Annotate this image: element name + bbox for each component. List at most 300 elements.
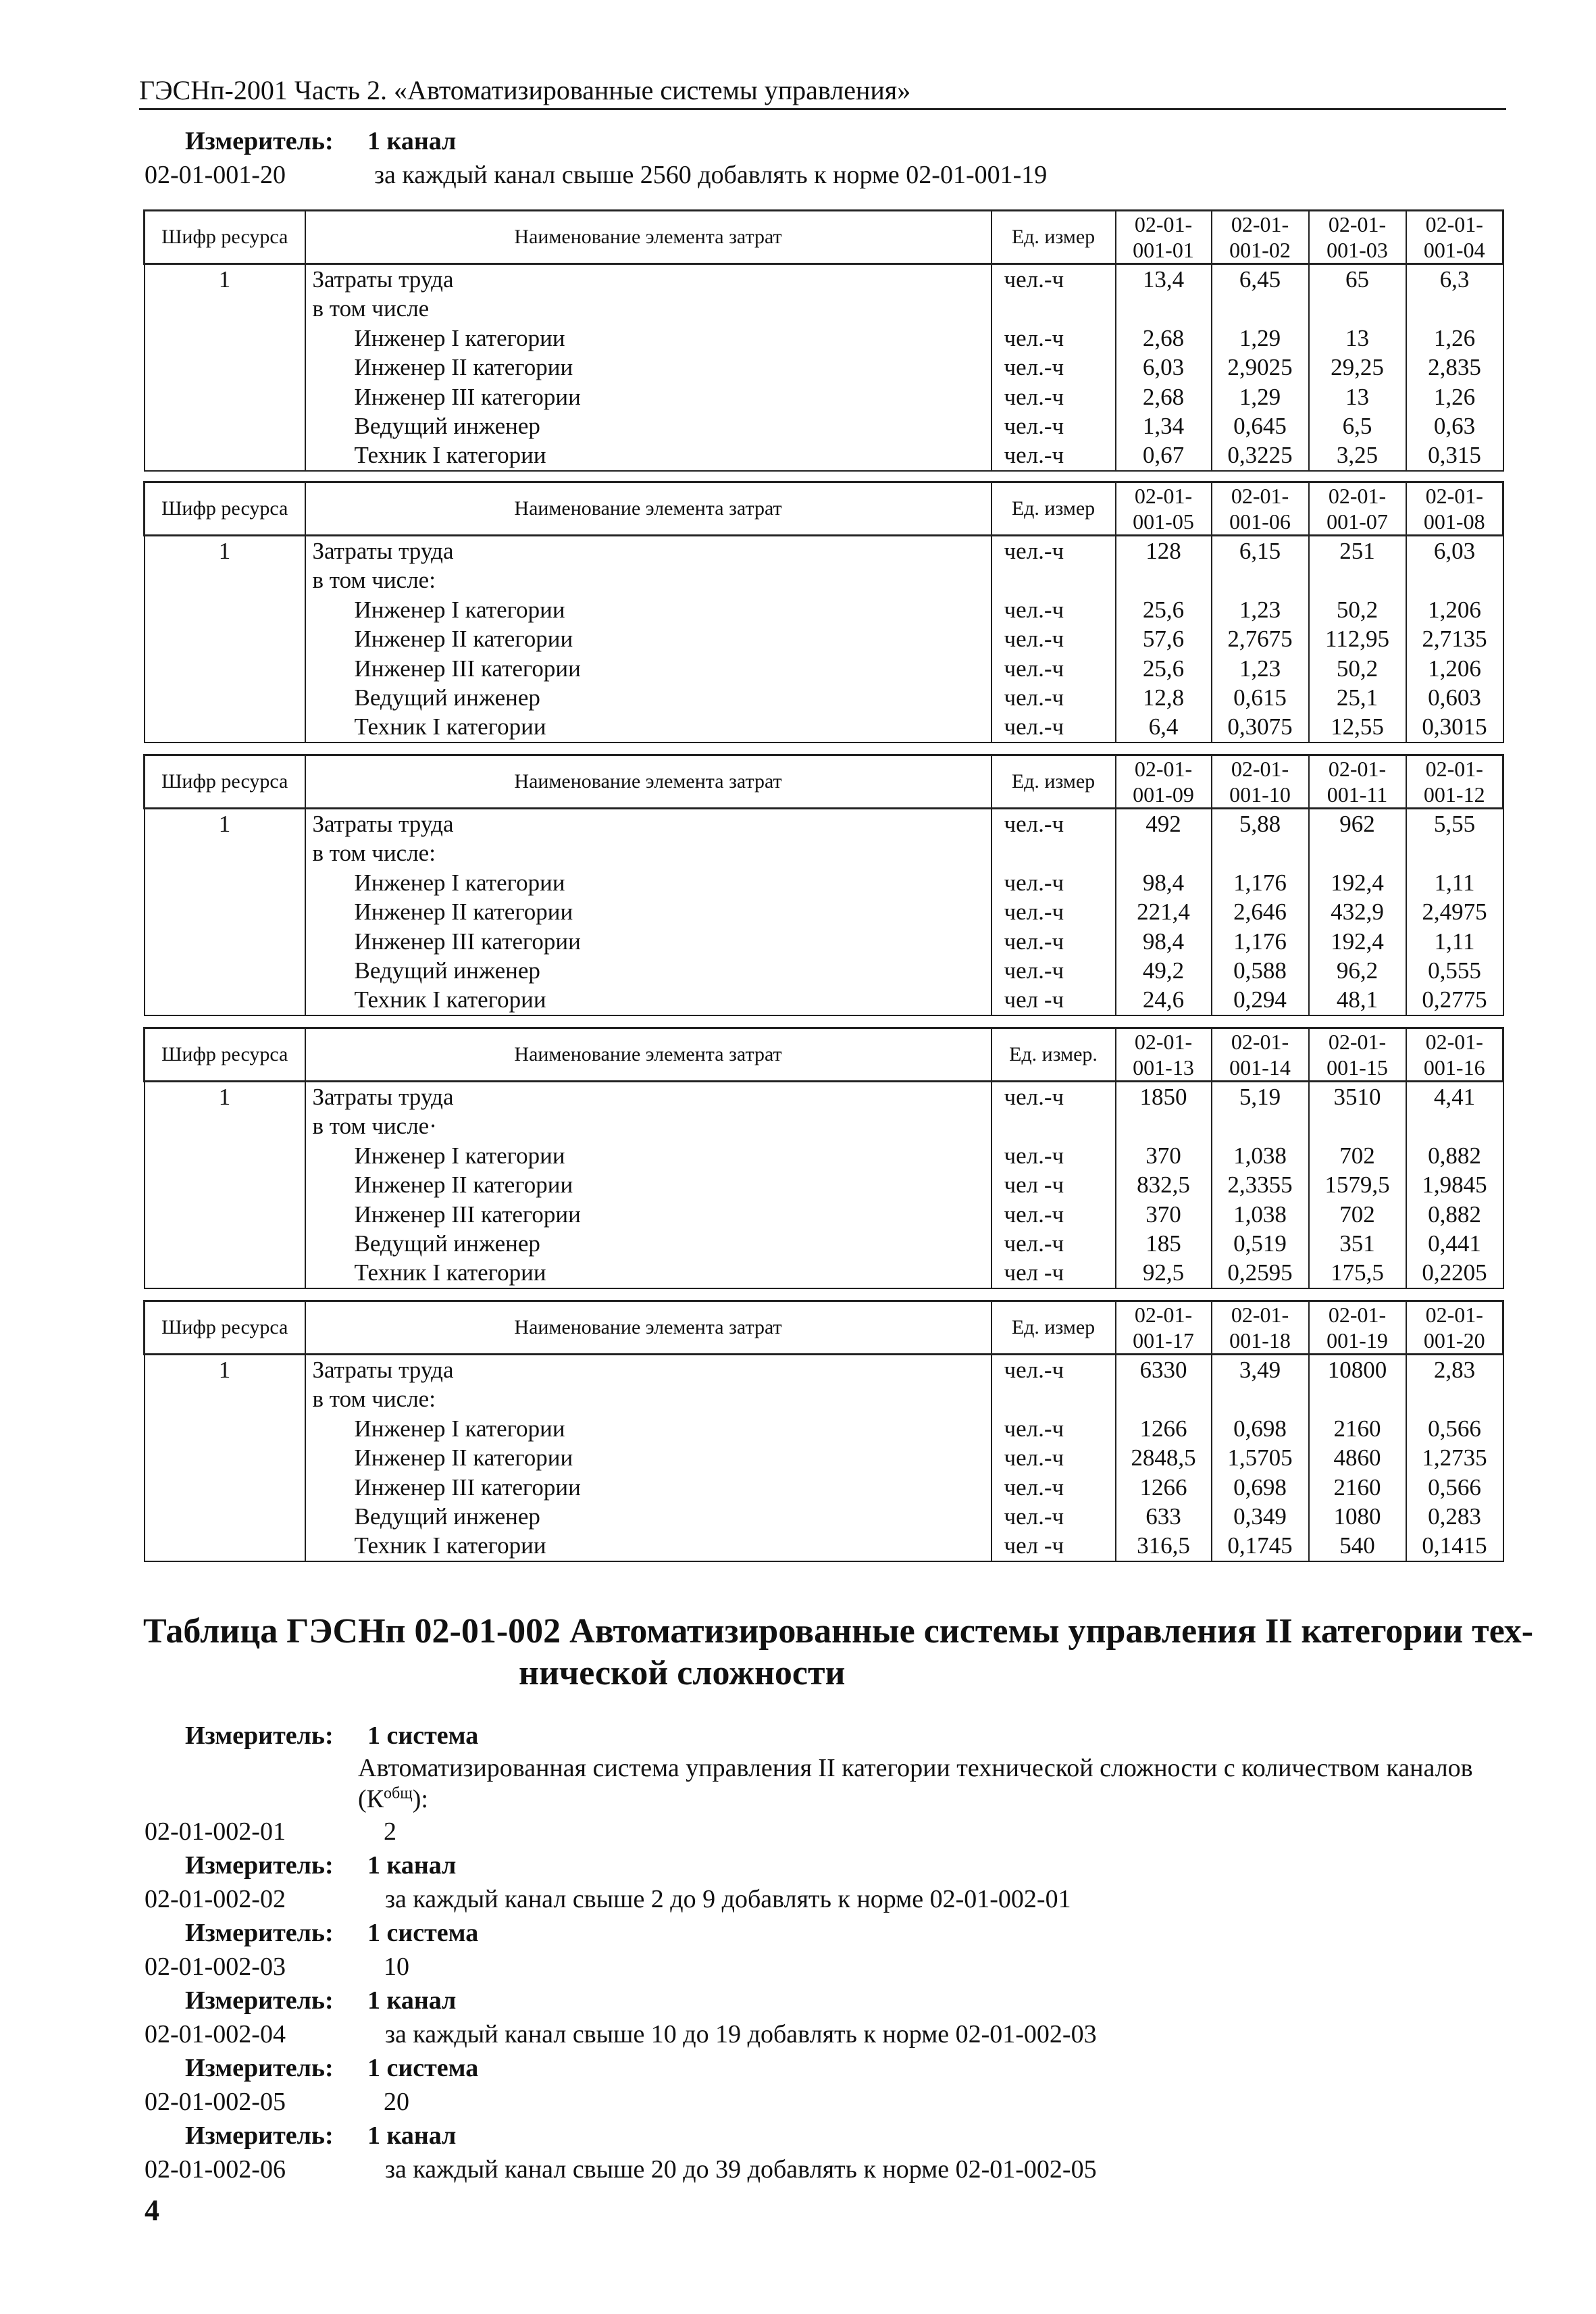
resource-table <box>143 754 1504 1016</box>
resource-code: 1 <box>218 811 231 837</box>
header-norm-code: 02-01- 001-08 <box>1406 482 1503 536</box>
value: 832,5 <box>1137 1172 1190 1199</box>
value: 29,25 <box>1331 354 1384 381</box>
value: 112,95 <box>1325 626 1389 653</box>
header-norm-code: 02-01- 001-10 <box>1212 755 1309 809</box>
value: 351 <box>1339 1230 1375 1257</box>
norm-text: 20 <box>384 2088 409 2116</box>
norm-text: за каждый канал свыше 10 до 19 добавлять к норме 02-01-002-03 <box>385 2020 1097 2048</box>
system-description <box>145 1753 1502 1815</box>
value: 98,4 <box>1142 928 1185 955</box>
value: 48,1 <box>1336 986 1379 1013</box>
element-name: Техник I категории <box>354 986 546 1013</box>
value <box>1116 565 1211 595</box>
value: 0,2775 <box>1422 986 1487 1013</box>
norm-line <box>145 1815 1502 1848</box>
element-name: Ведущий инженер <box>354 957 540 984</box>
value-cell <box>1116 264 1212 471</box>
value: 2,835 <box>1428 354 1481 381</box>
unit <box>1004 838 1115 867</box>
unit: чел.-ч <box>1004 957 1064 984</box>
value-cell <box>1212 264 1309 471</box>
norm-line <box>145 2085 1502 2119</box>
norm-text: за каждый канал свыше 20 до 39 добавлять к норме 02-01-002-05 <box>385 2155 1097 2184</box>
value: 0,2205 <box>1422 1259 1487 1286</box>
value: 540 <box>1339 1532 1375 1559</box>
unit: чел.-ч <box>1004 383 1064 410</box>
measurer-value: 1 система <box>367 1721 479 1750</box>
value: 0,555 <box>1428 957 1481 984</box>
element-name: в том числе: <box>312 840 436 867</box>
value: 1,5705 <box>1227 1444 1293 1472</box>
value <box>1212 1111 1308 1140</box>
value: 50,2 <box>1336 655 1379 682</box>
header-norm-code: 02-01- 001-07 <box>1309 482 1406 536</box>
element-name-cell <box>305 264 992 471</box>
norm-line <box>145 158 1495 192</box>
value: 0,519 <box>1233 1230 1287 1257</box>
norm-code: 02-01-002-05 <box>145 2088 286 2116</box>
unit: чел.-ч <box>1004 899 1064 926</box>
unit <box>1004 1111 1115 1140</box>
value: 0,698 <box>1233 1415 1287 1442</box>
element-name: Инженер I категории <box>354 596 565 623</box>
table-row <box>145 1355 1503 1561</box>
value: 0,67 <box>1142 442 1185 469</box>
unit: чел.-ч <box>1004 1201 1064 1228</box>
value: 1080 <box>1333 1503 1381 1530</box>
measurer-line <box>145 2051 1502 2085</box>
page-number: 4 <box>145 2194 159 2227</box>
value: 1,9845 <box>1422 1172 1487 1199</box>
element-name: Затраты труда <box>312 1357 454 1383</box>
value: 0,882 <box>1428 1142 1481 1169</box>
value <box>1212 1384 1308 1413</box>
resource-code: 1 <box>218 266 231 293</box>
value: 962 <box>1339 811 1375 837</box>
resource-code: 1 <box>218 538 231 564</box>
value: 2,3355 <box>1227 1172 1293 1199</box>
value: 221,4 <box>1137 899 1190 926</box>
value: 5,88 <box>1239 811 1281 837</box>
resource-table <box>143 1027 1504 1289</box>
element-name: Затраты труда <box>312 1084 454 1110</box>
value: 4,41 <box>1433 1084 1476 1110</box>
measurer-value: 1 система <box>367 2054 479 2082</box>
value: 25,1 <box>1336 684 1379 711</box>
element-name: Ведущий инженер <box>354 684 540 711</box>
norm-text: за каждый канал свыше 2 до 9 добавлять к норме 02-01-002-01 <box>385 1885 1071 1913</box>
value: 25,6 <box>1142 596 1185 623</box>
value: 0,3225 <box>1227 442 1293 469</box>
element-name: Техник I категории <box>354 1259 546 1286</box>
value <box>1310 565 1406 595</box>
value: 1,29 <box>1239 324 1281 351</box>
element-name: в том числе: <box>312 1386 436 1413</box>
element-name: Инженер III категории <box>354 1201 581 1228</box>
value-cell <box>1116 1355 1212 1561</box>
unit <box>1004 565 1115 595</box>
value: 0,1745 <box>1227 1532 1293 1559</box>
table-row <box>145 809 1503 1015</box>
element-name: Инженер III категории <box>354 1474 581 1501</box>
element-name: Затраты труда <box>312 811 454 837</box>
element-name: Техник I категории <box>354 713 546 740</box>
value: 65 <box>1345 266 1369 293</box>
unit: чел.-ч <box>1004 1415 1064 1442</box>
value: 50,2 <box>1336 596 1379 623</box>
value: 0,349 <box>1233 1503 1287 1530</box>
value: 6330 <box>1139 1357 1187 1383</box>
value: 49,2 <box>1142 957 1185 984</box>
norm-entries <box>145 1815 1502 2186</box>
element-name-cell <box>305 1355 992 1561</box>
header-element-name: Наименование элемента затрат <box>305 211 992 264</box>
measurer-value: 1 система <box>367 1919 479 1947</box>
value: 3510 <box>1333 1084 1381 1110</box>
header-resource-code: Шифр ресурса <box>145 482 305 536</box>
element-name: Инженер III категории <box>354 383 581 410</box>
value: 0,615 <box>1233 684 1287 711</box>
resource-table <box>143 1300 1504 1562</box>
header-norm-code: 02-01- 001-15 <box>1309 1028 1406 1082</box>
measurer-line <box>145 1719 1502 1753</box>
value: 5,19 <box>1239 1084 1281 1110</box>
value <box>1116 1384 1211 1413</box>
header-norm-code: 02-01- 001-01 <box>1116 211 1212 264</box>
header-unit: Ед. измер <box>992 755 1116 809</box>
value: 1,176 <box>1233 928 1287 955</box>
value <box>1116 294 1211 323</box>
resource-code: 1 <box>218 1084 231 1110</box>
value: 1,038 <box>1233 1142 1287 1169</box>
value <box>1212 294 1308 323</box>
header-element-name: Наименование элемента затрат <box>305 482 992 536</box>
value: 1,26 <box>1433 383 1476 410</box>
element-name: Ведущий инженер <box>354 1230 540 1257</box>
unit: чел.-ч <box>1004 811 1064 837</box>
header-element-name: Наименование элемента затрат <box>305 755 992 809</box>
resource-code-cell <box>145 809 305 1015</box>
unit: чел.-ч <box>1004 412 1064 439</box>
value-cell <box>1116 1082 1212 1288</box>
measurer-value: 1 канал <box>367 1986 457 2015</box>
measurer-label: Измеритель: <box>185 1986 334 2015</box>
value: 92,5 <box>1142 1259 1185 1286</box>
resource-table <box>143 209 1504 472</box>
element-name: Инженер II категории <box>354 1172 573 1199</box>
value: 702 <box>1339 1201 1375 1228</box>
value: 1,26 <box>1433 324 1476 351</box>
value: 1,2735 <box>1422 1444 1487 1472</box>
header-element-name: Наименование элемента затрат <box>305 1301 992 1355</box>
norm-text: 10 <box>384 1953 409 1981</box>
value <box>1116 1111 1211 1140</box>
value: 2,83 <box>1433 1357 1476 1383</box>
value: 5,55 <box>1433 811 1476 837</box>
element-name: Инженер I категории <box>354 1142 565 1169</box>
measurer-line <box>145 1848 1502 1882</box>
header-resource-code: Шифр ресурса <box>145 1301 305 1355</box>
value: 2848,5 <box>1131 1444 1196 1472</box>
value: 6,03 <box>1142 354 1185 381</box>
value-cell <box>1406 1082 1503 1288</box>
value: 0,294 <box>1233 986 1287 1013</box>
value: 1266 <box>1139 1415 1187 1442</box>
value: 2160 <box>1333 1415 1381 1442</box>
table-row <box>145 1082 1503 1288</box>
header-norm-code: 02-01- 001-02 <box>1212 211 1309 264</box>
value: 1,29 <box>1239 383 1281 410</box>
value: 3,25 <box>1336 442 1379 469</box>
header-norm-code: 02-01- 001-03 <box>1309 211 1406 264</box>
unit: чел.-ч <box>1004 1444 1064 1472</box>
resource-code-cell <box>145 1082 305 1288</box>
header-norm-code: 02-01- 001-14 <box>1212 1028 1309 1082</box>
value: 1579,5 <box>1324 1172 1390 1199</box>
header-unit: Ед. измер <box>992 1301 1116 1355</box>
norm-line <box>145 1882 1502 1916</box>
header-norm-code: 02-01- 001-11 <box>1309 755 1406 809</box>
value <box>1116 838 1211 867</box>
norm-line <box>145 2017 1502 2051</box>
value: 2160 <box>1333 1474 1381 1501</box>
norm-code: 02-01-002-03 <box>145 1953 286 1981</box>
value: 0,1415 <box>1422 1532 1487 1559</box>
value <box>1407 1111 1503 1140</box>
measurer-label: Измеритель: <box>185 1721 334 1750</box>
unit: чел.-ч <box>1004 1357 1064 1383</box>
table-heading <box>143 1611 1534 1694</box>
unit-cell <box>992 536 1116 743</box>
element-name: Ведущий инженер <box>354 412 540 439</box>
resource-table <box>143 481 1504 743</box>
unit: чел -ч <box>1004 1172 1064 1199</box>
value <box>1212 565 1308 595</box>
unit: чел -ч <box>1004 1259 1064 1286</box>
value: 12,55 <box>1331 713 1384 740</box>
measurer-value: 1 канал <box>367 2121 457 2150</box>
value-cell <box>1212 1355 1309 1561</box>
value-cell <box>1116 536 1212 743</box>
value: 0,566 <box>1428 1474 1481 1501</box>
value: 1,11 <box>1434 928 1475 955</box>
unit: чел -ч <box>1004 1532 1064 1559</box>
element-name: Инженер II категории <box>354 626 573 653</box>
value: 633 <box>1145 1503 1181 1530</box>
element-name: Техник I категории <box>354 442 546 469</box>
value <box>1407 294 1503 323</box>
value: 0,315 <box>1428 442 1481 469</box>
header-norm-code: 02-01- 001-09 <box>1116 755 1212 809</box>
value: 1,34 <box>1142 412 1185 439</box>
value: 702 <box>1339 1142 1375 1169</box>
value: 6,45 <box>1239 266 1281 293</box>
value: 4860 <box>1333 1444 1381 1472</box>
value: 492 <box>1145 811 1181 837</box>
norm-code: 02-01-001-20 <box>145 161 286 189</box>
unit <box>1004 294 1115 323</box>
measurer-label: Измеритель: <box>185 1851 334 1880</box>
norm-text: 2 <box>384 1817 396 1846</box>
value: 0,882 <box>1428 1201 1481 1228</box>
value: 1850 <box>1139 1084 1187 1110</box>
unit-cell <box>992 1355 1116 1561</box>
value-cell <box>1309 1082 1406 1288</box>
measurer-label: Измеритель: <box>185 127 334 155</box>
unit: чел.-ч <box>1004 713 1064 740</box>
element-name: Инженер II категории <box>354 899 573 926</box>
resource-code-cell <box>145 1355 305 1561</box>
unit: чел.-ч <box>1004 266 1064 293</box>
measurer-label: Измеритель: <box>185 2054 334 2082</box>
value-cell <box>1406 536 1503 743</box>
measurer-line <box>145 124 1495 158</box>
description-superscript: общ <box>384 1784 413 1803</box>
value: 2,7675 <box>1227 626 1293 653</box>
unit: чел.-ч <box>1004 928 1064 955</box>
value: 2,68 <box>1142 324 1185 351</box>
value: 12,8 <box>1142 684 1185 711</box>
table2-norms <box>145 1719 1502 2186</box>
header-norm-code: 02-01- 001-16 <box>1406 1028 1503 1082</box>
value: 25,6 <box>1142 655 1185 682</box>
value: 1,176 <box>1233 869 1287 896</box>
value-cell <box>1212 809 1309 1015</box>
unit: чел.-ч <box>1004 354 1064 381</box>
table-heading-line-2: нической сложности <box>519 1654 846 1692</box>
measurer-label: Измеритель: <box>185 2121 334 2150</box>
value: 0,63 <box>1433 412 1476 439</box>
element-name: Инженер I категории <box>354 324 565 351</box>
resource-code: 1 <box>218 1357 231 1383</box>
header-unit: Ед. измер. <box>992 1028 1116 1082</box>
value: 13 <box>1345 383 1369 410</box>
header-element-name: Наименование элемента затрат <box>305 1028 992 1082</box>
header-norm-code: 02-01- 001-18 <box>1212 1301 1309 1355</box>
value: 1,038 <box>1233 1201 1287 1228</box>
element-name: Инженер III категории <box>354 928 581 955</box>
header-norm-code: 02-01- 001-13 <box>1116 1028 1212 1082</box>
unit: чел.-ч <box>1004 1230 1064 1257</box>
measurer-line <box>145 1916 1502 1950</box>
value: 0,566 <box>1428 1415 1481 1442</box>
header-resource-code: Шифр ресурса <box>145 755 305 809</box>
value: 370 <box>1145 1201 1181 1228</box>
element-name: в том числе· <box>312 1113 437 1140</box>
value: 0,283 <box>1428 1503 1481 1530</box>
element-name: Инженер III категории <box>354 655 581 682</box>
norm-code: 02-01-002-01 <box>145 1817 286 1846</box>
header-resource-code: Шифр ресурса <box>145 1028 305 1082</box>
value-cell <box>1212 536 1309 743</box>
value: 2,7135 <box>1422 626 1487 653</box>
value-cell <box>1406 809 1503 1015</box>
value: 98,4 <box>1142 869 1185 896</box>
element-name: в том числе: <box>312 567 436 594</box>
table-heading-line-1: Таблица ГЭСНп 02-01-002 Автоматизированные системы управления II категории тех- <box>143 1612 1534 1651</box>
value: 1,206 <box>1428 655 1481 682</box>
value: 6,4 <box>1148 713 1179 740</box>
value <box>1407 1384 1503 1413</box>
measurer-line <box>145 2119 1502 2153</box>
value-cell <box>1309 536 1406 743</box>
unit-cell <box>992 1082 1116 1288</box>
value: 2,9025 <box>1227 354 1293 381</box>
value: 0,3015 <box>1422 713 1487 740</box>
value: 1,23 <box>1239 596 1281 623</box>
value-cell <box>1212 1082 1309 1288</box>
unit: чел.-ч <box>1004 1474 1064 1501</box>
unit: чел.-ч <box>1004 1084 1064 1110</box>
header-norm-code: 02-01- 001-04 <box>1406 211 1503 264</box>
value-cell <box>1406 264 1503 471</box>
intro-block <box>145 124 1495 192</box>
value: 57,6 <box>1142 626 1185 653</box>
header-resource-code: Шифр ресурса <box>145 211 305 264</box>
value: 316,5 <box>1137 1532 1190 1559</box>
value: 1,11 <box>1434 869 1475 896</box>
value: 6,3 <box>1439 266 1470 293</box>
table-row <box>145 536 1503 743</box>
unit-cell <box>992 264 1116 471</box>
norm-code: 02-01-002-06 <box>145 2155 286 2184</box>
value: 0,2595 <box>1227 1259 1293 1286</box>
value: 0,645 <box>1233 412 1287 439</box>
measurer-label: Измеритель: <box>185 1919 334 1947</box>
value: 13,4 <box>1142 266 1185 293</box>
value: 0,441 <box>1428 1230 1481 1257</box>
element-name-cell <box>305 809 992 1015</box>
value: 96,2 <box>1336 957 1379 984</box>
norm-text: за каждый канал свыше 2560 добавлять к норме 02-01-001-19 <box>374 161 1048 189</box>
value: 432,9 <box>1331 899 1384 926</box>
unit: чел.-ч <box>1004 869 1064 896</box>
running-header: ГЭСНп-2001 Часть 2. «Автоматизированные системы управления» <box>139 73 1506 110</box>
measurer-value: 1 канал <box>367 1851 457 1880</box>
value-cell <box>1309 809 1406 1015</box>
measurer-value: 1 канал <box>367 127 457 155</box>
value: 6,03 <box>1433 538 1476 564</box>
unit: чел.-ч <box>1004 442 1064 469</box>
measurer-line <box>145 1984 1502 2017</box>
norm-code: 02-01-002-02 <box>145 1885 286 1913</box>
header-norm-code: 02-01- 001-17 <box>1116 1301 1212 1355</box>
element-name: Ведущий инженер <box>354 1503 540 1530</box>
value: 370 <box>1145 1142 1181 1169</box>
value <box>1310 1384 1406 1413</box>
description-text: Автоматизированная система управления II категории технической сложности с количеством каналов (К <box>358 1754 1473 1813</box>
header-norm-code: 02-01- 001-19 <box>1309 1301 1406 1355</box>
value <box>1310 1111 1406 1140</box>
value: 24,6 <box>1142 986 1185 1013</box>
value <box>1212 838 1308 867</box>
norm-line <box>145 1950 1502 1984</box>
value <box>1407 838 1503 867</box>
header-unit: Ед. измер <box>992 211 1116 264</box>
value: 1,206 <box>1428 596 1481 623</box>
norm-code: 02-01-002-04 <box>145 2020 286 2048</box>
unit: чел.-ч <box>1004 1503 1064 1530</box>
norm-line <box>145 2153 1502 2186</box>
value: 251 <box>1339 538 1375 564</box>
table-row <box>145 264 1503 471</box>
element-name: Инженер I категории <box>354 869 565 896</box>
unit: чел.-ч <box>1004 626 1064 653</box>
value: 6,15 <box>1239 538 1281 564</box>
unit: чел.-ч <box>1004 596 1064 623</box>
element-name: Техник I категории <box>354 1532 546 1559</box>
